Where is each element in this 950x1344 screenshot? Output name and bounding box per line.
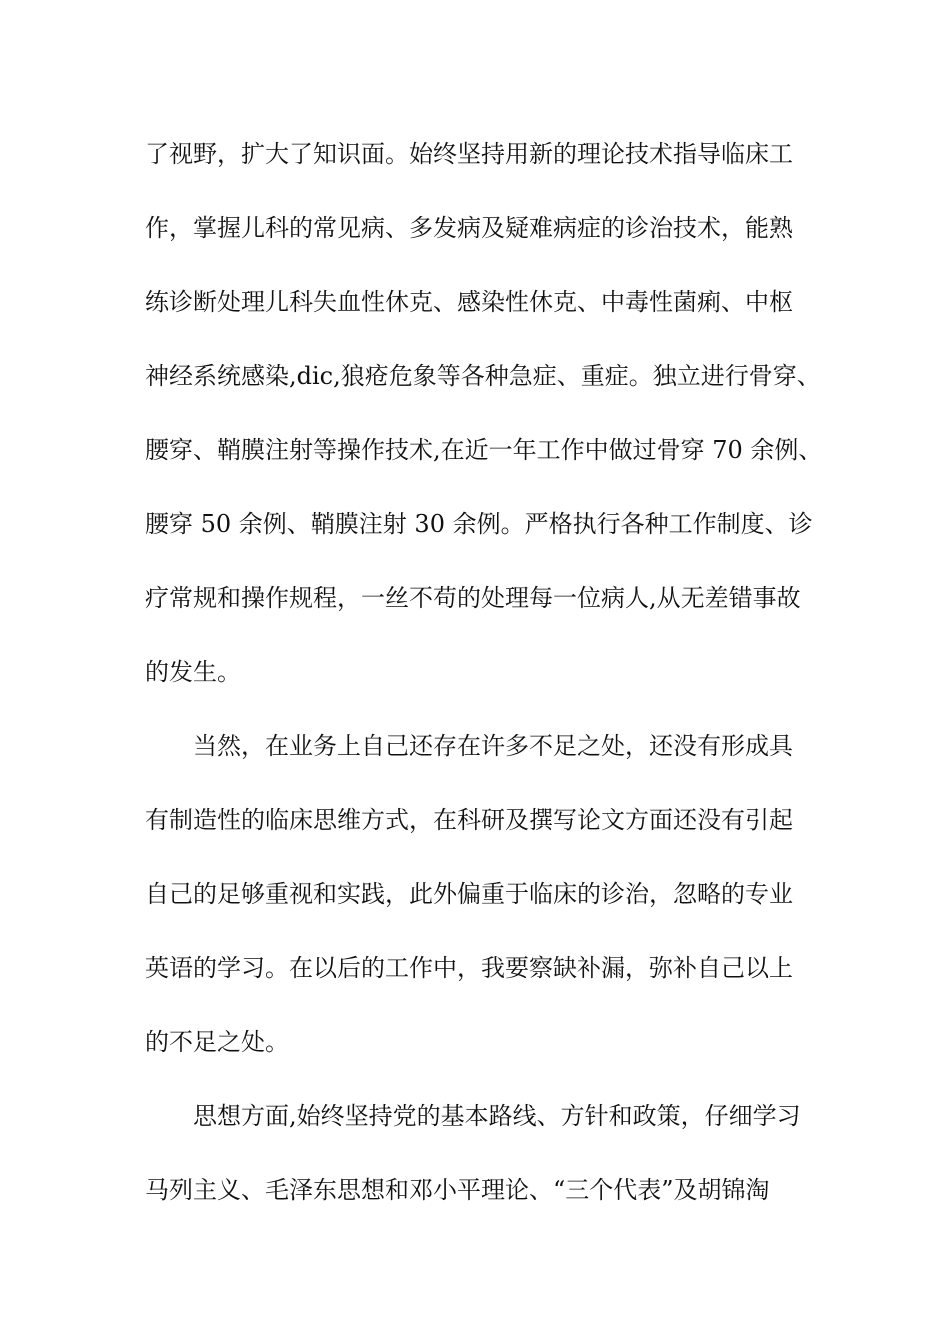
text-line: 疗常规和操作规程，一丝不苟的处理每一位病人,从无差错事故 [145,584,801,612]
text-line: 马列主义、毛泽东思想和邓小平理论、“三个代表”及胡锦淘 [145,1176,770,1204]
document-body [145,130,823,1240]
text-line: 的不足之处。 [145,1028,289,1056]
text-line: 练诊断处理儿科失血性休克、感染性休克、中毒性菌痢、中枢 [145,288,793,316]
text-line: 腰穿、鞘膜注射等操作技术,在近一年工作中做过骨穿 70 余例、 [145,436,823,464]
text-line: 英语的学习。在以后的工作中，我要察缺补漏，弥补自己以上 [145,954,793,982]
paragraph-3 [145,1092,815,1240]
text-line: 腰穿 50 余例、鞘膜注射 30 余例。严格执行各种工作制度、诊 [145,510,813,538]
text-line: 神经系统感染,dic,狼疮危象等各种急症、重症。独立进行骨穿、 [145,362,821,390]
text-line: 有制造性的临床思维方式，在科研及撰写论文方面还没有引起 [145,806,793,834]
paragraph-1 [145,130,823,722]
text-line: 自己的足够重视和实践，此外偏重于临床的诊治，忽略的专业 [145,880,793,908]
text-line-indented: 思想方面,始终坚持党的基本路线、方针和政策，仔细学习 [193,1102,801,1130]
paragraph-2 [145,722,815,1092]
text-line: 了视野，扩大了知识面。始终坚持用新的理论技术指导临床工 [145,140,793,168]
text-line: 作，掌握儿科的常见病、多发病及疑难病症的诊治技术，能熟 [145,214,793,242]
text-line: 的发生。 [145,658,241,686]
text-line-indented: 当然，在业务上自己还存在许多不足之处，还没有形成具 [193,732,793,760]
